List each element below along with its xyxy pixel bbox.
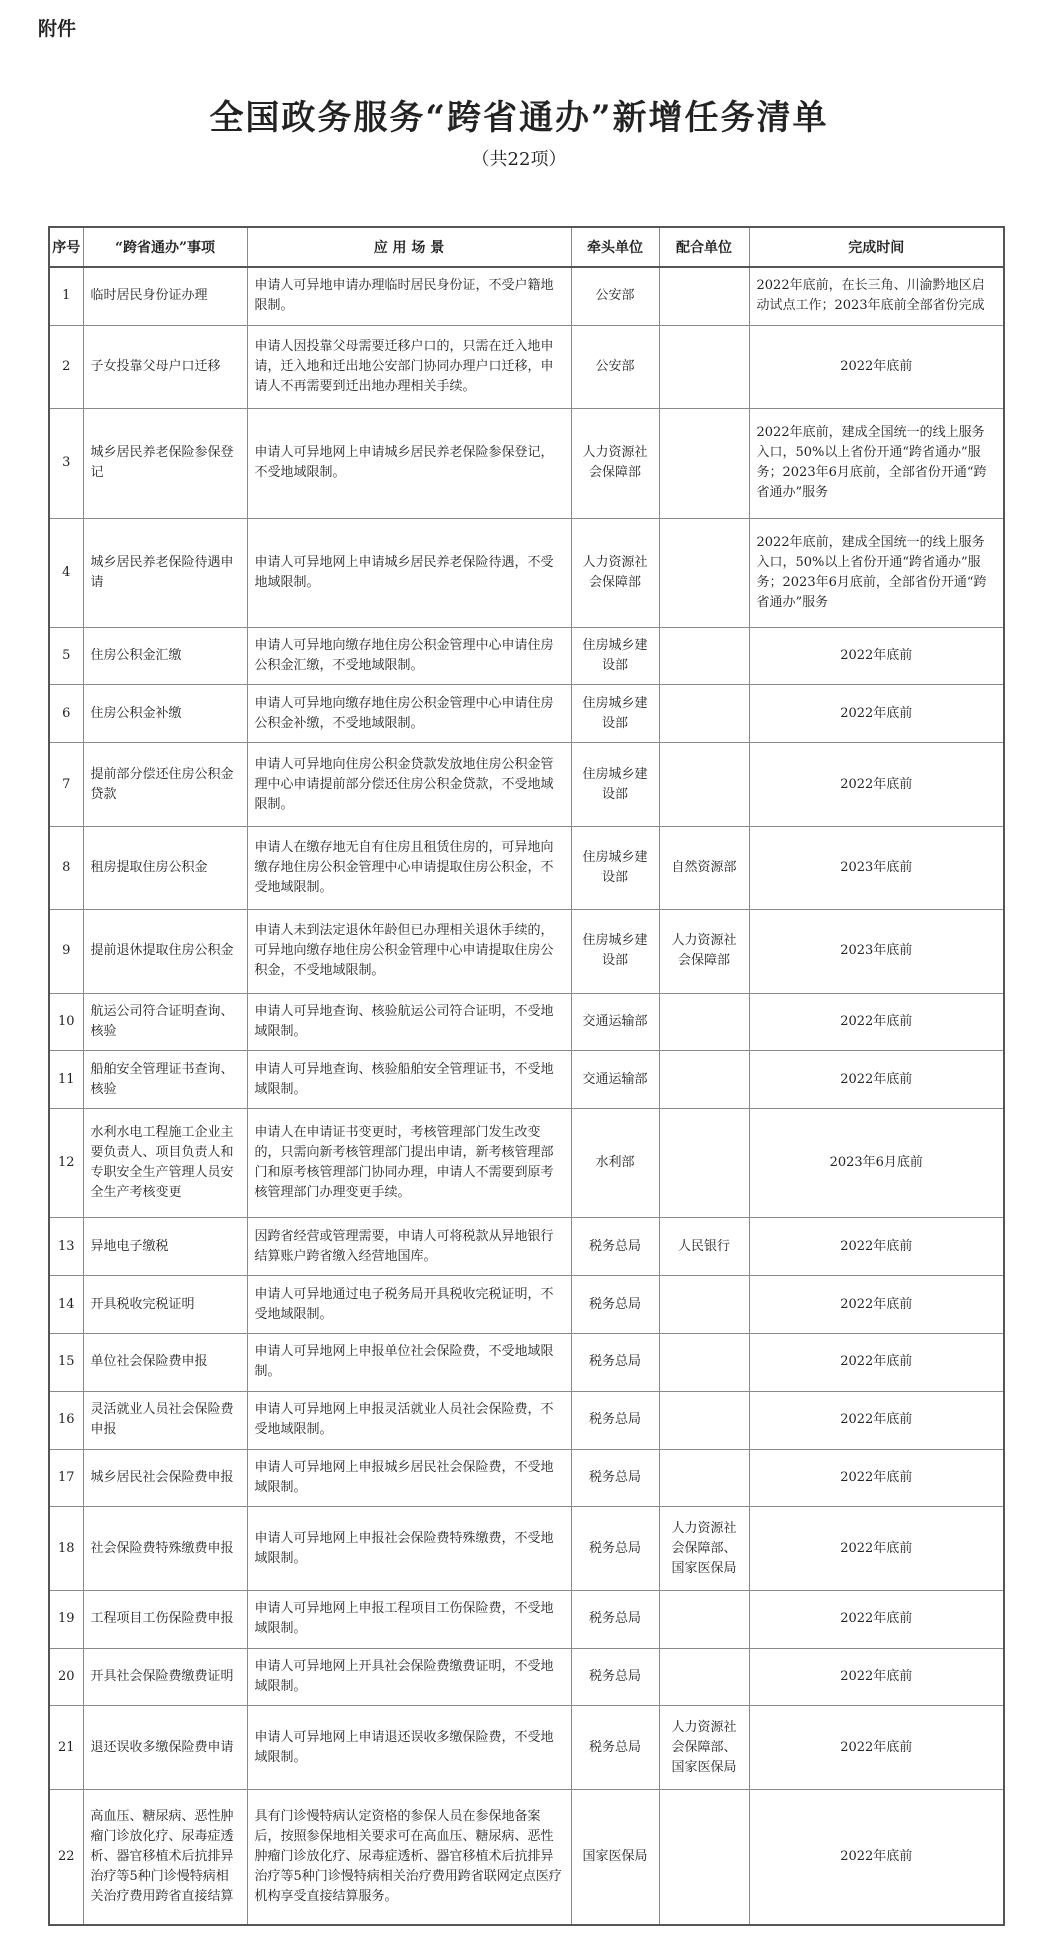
cell-no: 19: [49, 1590, 83, 1648]
cell-partner: [659, 1391, 749, 1449]
cell-scene: 申请人可异地网上申报工程项目工伤保险费，不受地域限制。: [247, 1590, 571, 1648]
cell-item: 提前退休提取住房公积金: [83, 910, 247, 993]
cell-time: 2022年底前，建成全国统一的线上服务入口，50%以上省份开通“跨省通办”服务；2023年6月底前，全部省份开通“跨省通办”服务: [749, 409, 1004, 518]
cell-no: 4: [49, 518, 83, 627]
cell-partner: [659, 325, 749, 408]
cell-scene: 申请人可异地向缴存地住房公积金管理中心申请住房公积金汇缴，不受地域限制。: [247, 627, 571, 685]
table-row: [49, 1706, 1004, 1789]
table-header-row: [49, 227, 1004, 267]
table-row: [49, 518, 1004, 627]
cell-partner: [659, 993, 749, 1051]
cell-partner: 人民银行: [659, 1218, 749, 1276]
cell-lead: 住房城乡建设部: [571, 685, 659, 743]
cell-lead: 税务总局: [571, 1507, 659, 1590]
cell-no: 7: [49, 743, 83, 826]
table-row: [49, 627, 1004, 685]
table-row: [49, 1333, 1004, 1391]
cell-item: 城乡居民养老保险参保登记: [83, 409, 247, 518]
cell-partner: [659, 518, 749, 627]
cell-partner: [659, 1449, 749, 1507]
cell-scene: 申请人在申请证书变更时，考核管理部门发生改变的，只需向新考核管理部门提出申请，新考核管理部门和原考核管理部门协同办理，申请人不需要到原考核管理部门办理变更手续。: [247, 1109, 571, 1218]
cell-item: 住房公积金汇缴: [83, 627, 247, 685]
cell-scene: 申请人可异地网上申报社会保险费特殊缴费，不受地域限制。: [247, 1507, 571, 1590]
cell-lead: 住房城乡建设部: [571, 743, 659, 826]
column-header-lead: 牵头单位: [571, 227, 659, 267]
attachment-label: 附件: [38, 18, 77, 40]
cell-scene: 申请人可异地申请办理临时居民身份证，不受户籍地限制。: [247, 267, 571, 325]
cell-lead: 税务总局: [571, 1706, 659, 1789]
cell-item: 城乡居民养老保险待遇申请: [83, 518, 247, 627]
cell-item: 城乡居民社会保险费申报: [83, 1449, 247, 1507]
cell-lead: 国家医保局: [571, 1789, 659, 1925]
page-subtitle: （共22项）: [471, 149, 567, 170]
cell-no: 14: [49, 1276, 83, 1334]
cell-scene: 申请人可异地查询、核验航运公司符合证明，不受地域限制。: [247, 993, 571, 1051]
cell-no: 18: [49, 1507, 83, 1590]
cell-partner: [659, 1109, 749, 1218]
cell-partner: 人力资源社会保障部、国家医保局: [659, 1507, 749, 1590]
cell-lead: 水利部: [571, 1109, 659, 1218]
table-row: [49, 1276, 1004, 1334]
cell-time: 2022年底前: [749, 993, 1004, 1051]
cell-partner: 人力资源社会保障部、国家医保局: [659, 1706, 749, 1789]
cell-time: 2022年底前: [749, 1276, 1004, 1334]
cell-time: 2022年底前: [749, 1218, 1004, 1276]
cell-item: 航运公司符合证明查询、核验: [83, 993, 247, 1051]
cell-no: 9: [49, 910, 83, 993]
cell-item: 高血压、糖尿病、恶性肿瘤门诊放化疗、尿毒症透析、器官移植术后抗排异治疗等5种门诊慢特病相关治疗费用跨省直接结算: [83, 1789, 247, 1925]
cell-time: 2022年底前: [749, 743, 1004, 826]
cell-lead: 住房城乡建设部: [571, 910, 659, 993]
table-row: [49, 1789, 1004, 1925]
cell-item: 异地电子缴税: [83, 1218, 247, 1276]
cell-scene: 申请人可异地向缴存地住房公积金管理中心申请住房公积金补缴，不受地域限制。: [247, 685, 571, 743]
column-header-item: “跨省通办”事项: [83, 227, 247, 267]
cell-partner: [659, 1051, 749, 1109]
cell-scene: 申请人可异地网上申请退还误收多缴保险费，不受地域限制。: [247, 1706, 571, 1789]
cell-lead: 公安部: [571, 325, 659, 408]
cell-scene: 申请人可异地查询、核验船舶安全管理证书，不受地域限制。: [247, 1051, 571, 1109]
cell-partner: [659, 267, 749, 325]
cell-lead: 住房城乡建设部: [571, 627, 659, 685]
cell-partner: 自然资源部: [659, 826, 749, 909]
cell-partner: [659, 1789, 749, 1925]
cell-scene: 申请人可异地网上申报城乡居民社会保险费，不受地域限制。: [247, 1449, 571, 1507]
column-header-partner: 配合单位: [659, 227, 749, 267]
cell-time: 2023年6月底前: [749, 1109, 1004, 1218]
cell-lead: 公安部: [571, 267, 659, 325]
cell-time: 2022年底前: [749, 1789, 1004, 1925]
cell-partner: [659, 627, 749, 685]
cell-lead: 税务总局: [571, 1648, 659, 1706]
cell-lead: 税务总局: [571, 1590, 659, 1648]
cell-time: 2022年底前: [749, 325, 1004, 408]
cell-partner: [659, 743, 749, 826]
table-row: [49, 685, 1004, 743]
cell-time: 2022年底前: [749, 1648, 1004, 1706]
cell-no: 5: [49, 627, 83, 685]
cell-scene: 申请人可异地网上申请城乡居民养老保险参保登记，不受地域限制。: [247, 409, 571, 518]
task-table: [48, 226, 1005, 1926]
cell-no: 16: [49, 1391, 83, 1449]
cell-item: 船舶安全管理证书查询、核验: [83, 1051, 247, 1109]
cell-scene: 申请人因投靠父母需要迁移户口的，只需在迁入地申请，迁入地和迁出地公安部门协同办理户口迁移，申请人不再需要到迁出地办理相关手续。: [247, 325, 571, 408]
cell-item: 工程项目工伤保险费申报: [83, 1590, 247, 1648]
table-row: [49, 1648, 1004, 1706]
cell-partner: [659, 685, 749, 743]
column-header-scene: 应 用 场 景: [247, 227, 571, 267]
cell-scene: 申请人可异地网上开具社会保险费缴费证明，不受地域限制。: [247, 1648, 571, 1706]
cell-no: 8: [49, 826, 83, 909]
cell-item: 单位社会保险费申报: [83, 1333, 247, 1391]
cell-lead: 人力资源社会保障部: [571, 409, 659, 518]
table-row: [49, 1218, 1004, 1276]
cell-no: 22: [49, 1789, 83, 1925]
cell-lead: 税务总局: [571, 1333, 659, 1391]
cell-lead: 税务总局: [571, 1391, 659, 1449]
cell-time: 2022年底前: [749, 1590, 1004, 1648]
cell-time: 2022年底前: [749, 1706, 1004, 1789]
cell-scene: 申请人可异地网上申报灵活就业人员社会保险费，不受地域限制。: [247, 1391, 571, 1449]
table-body: [49, 267, 1004, 1925]
page-title: 全国政务服务“跨省通办”新增任务清单: [209, 98, 829, 138]
cell-scene: 申请人可异地通过电子税务局开具税收完税证明，不受地域限制。: [247, 1276, 571, 1334]
cell-lead: 税务总局: [571, 1218, 659, 1276]
table-row: [49, 1109, 1004, 1218]
table-row: [49, 1507, 1004, 1590]
table-row: [49, 1590, 1004, 1648]
table-row: [49, 1449, 1004, 1507]
table-row: [49, 993, 1004, 1051]
cell-item: 退还误收多缴保险费申请: [83, 1706, 247, 1789]
cell-lead: 税务总局: [571, 1449, 659, 1507]
cell-partner: [659, 1333, 749, 1391]
cell-partner: [659, 1590, 749, 1648]
cell-no: 12: [49, 1109, 83, 1218]
table-row: [49, 743, 1004, 826]
cell-no: 21: [49, 1706, 83, 1789]
cell-time: 2022年底前，在长三角、川渝黔地区启动试点工作；2023年底前全部省份完成: [749, 267, 1004, 325]
cell-item: 提前部分偿还住房公积金贷款: [83, 743, 247, 826]
cell-scene: 具有门诊慢特病认定资格的参保人员在参保地备案后，按照参保地相关要求可在高血压、糖尿病、恶性肿瘤门诊放化疗、尿毒症透析、器官移植术后抗排异治疗等5种门诊慢特病相关治疗费用跨省联网定点医疗机构享受直接结算服务。: [247, 1789, 571, 1925]
cell-no: 13: [49, 1218, 83, 1276]
cell-time: 2022年底前: [749, 1507, 1004, 1590]
cell-time: 2022年底前: [749, 1051, 1004, 1109]
cell-lead: 交通运输部: [571, 1051, 659, 1109]
cell-scene: 申请人可异地网上申报单位社会保险费，不受地域限制。: [247, 1333, 571, 1391]
cell-item: 开具税收完税证明: [83, 1276, 247, 1334]
cell-partner: [659, 1648, 749, 1706]
cell-scene: 申请人在缴存地无自有住房且租赁住房的，可异地向缴存地住房公积金管理中心申请提取住房公积金，不受地域限制。: [247, 826, 571, 909]
column-header-time: 完成时间: [749, 227, 1004, 267]
cell-partner: [659, 409, 749, 518]
cell-lead: 税务总局: [571, 1276, 659, 1334]
cell-time: 2022年底前: [749, 1391, 1004, 1449]
cell-item: 子女投靠父母户口迁移: [83, 325, 247, 408]
cell-time: 2022年底前: [749, 627, 1004, 685]
cell-no: 2: [49, 325, 83, 408]
cell-time: 2023年底前: [749, 826, 1004, 909]
cell-no: 6: [49, 685, 83, 743]
cell-partner: [659, 1276, 749, 1334]
cell-no: 11: [49, 1051, 83, 1109]
cell-no: 10: [49, 993, 83, 1051]
cell-item: 水利水电工程施工企业主要负责人、项目负责人和专职安全生产管理人员安全生产考核变更: [83, 1109, 247, 1218]
cell-lead: 交通运输部: [571, 993, 659, 1051]
table-row: [49, 1391, 1004, 1449]
column-header-no: 序号: [49, 227, 83, 267]
cell-no: 15: [49, 1333, 83, 1391]
table-row: [49, 1051, 1004, 1109]
cell-scene: 申请人可异地网上申请城乡居民养老保险待遇，不受地域限制。: [247, 518, 571, 627]
cell-item: 住房公积金补缴: [83, 685, 247, 743]
table-row: [49, 910, 1004, 993]
cell-item: 社会保险费特殊缴费申报: [83, 1507, 247, 1590]
cell-no: 3: [49, 409, 83, 518]
cell-item: 租房提取住房公积金: [83, 826, 247, 909]
cell-partner: 人力资源社会保障部: [659, 910, 749, 993]
cell-item: 灵活就业人员社会保险费申报: [83, 1391, 247, 1449]
cell-no: 20: [49, 1648, 83, 1706]
table-row: [49, 826, 1004, 909]
cell-time: 2023年底前: [749, 910, 1004, 993]
table-row: [49, 325, 1004, 408]
cell-time: 2022年底前: [749, 1333, 1004, 1391]
cell-lead: 住房城乡建设部: [571, 826, 659, 909]
cell-scene: 因跨省经营或管理需要，申请人可将税款从异地银行结算账户跨省缴入经营地国库。: [247, 1218, 571, 1276]
table-row: [49, 267, 1004, 325]
cell-time: 2022年底前，建成全国统一的线上服务入口，50%以上省份开通“跨省通办”服务；2023年6月底前，全部省份开通“跨省通办”服务: [749, 518, 1004, 627]
cell-item: 开具社会保险费缴费证明: [83, 1648, 247, 1706]
cell-no: 17: [49, 1449, 83, 1507]
cell-lead: 人力资源社会保障部: [571, 518, 659, 627]
cell-time: 2022年底前: [749, 1449, 1004, 1507]
cell-scene: 申请人可异地向住房公积金贷款发放地住房公积金管理中心申请提前部分偿还住房公积金贷款，不受地域限制。: [247, 743, 571, 826]
cell-time: 2022年底前: [749, 685, 1004, 743]
cell-item: 临时居民身份证办理: [83, 267, 247, 325]
cell-no: 1: [49, 267, 83, 325]
table-row: [49, 409, 1004, 518]
cell-scene: 申请人未到法定退休年龄但已办理相关退休手续的，可异地向缴存地住房公积金管理中心申请提取住房公积金，不受地域限制。: [247, 910, 571, 993]
